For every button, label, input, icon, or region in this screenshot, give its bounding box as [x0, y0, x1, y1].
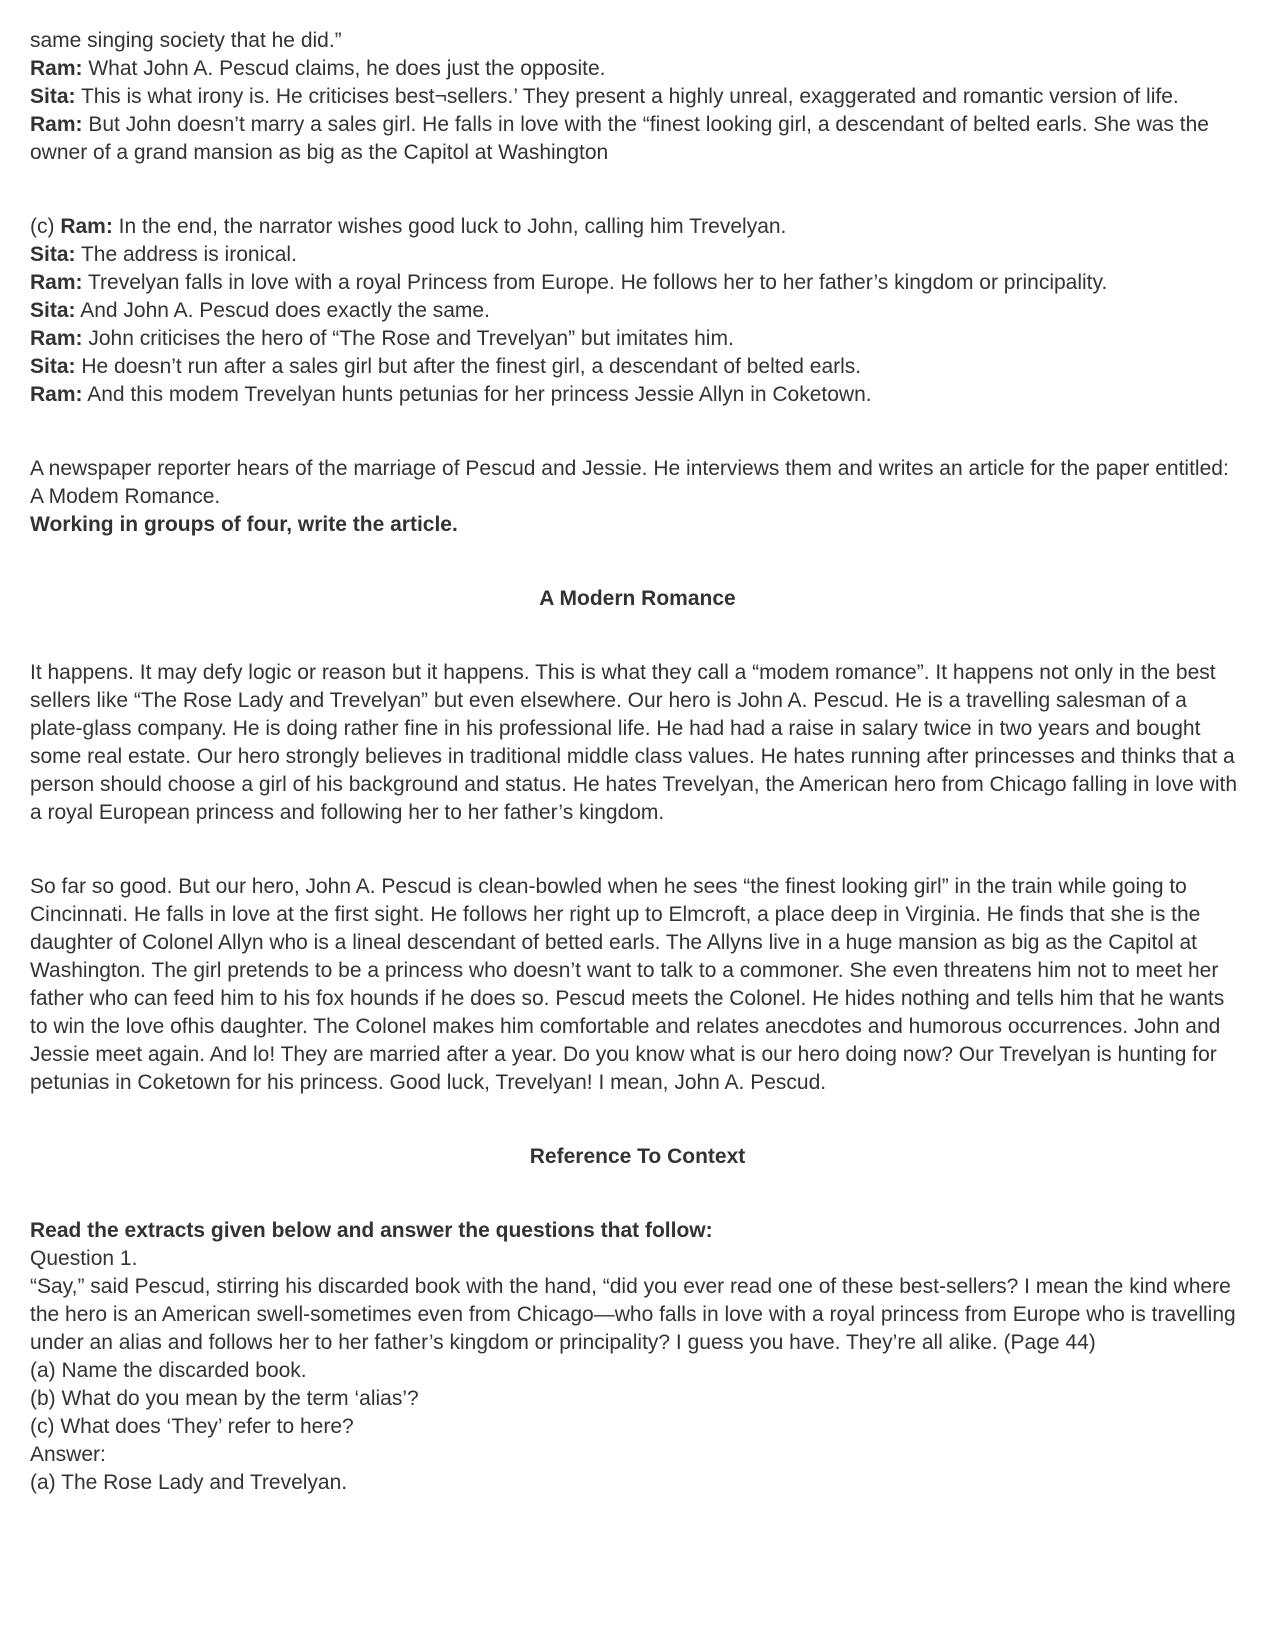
text-run: And John A. Pescud does exactly the same. — [75, 299, 490, 322]
text-run: He doesn’t run after a sales girl but after the finest girl, a descendant of belted earls. — [75, 355, 862, 378]
bold-text: Sita: — [30, 85, 76, 108]
text-run: (c) What does ‘They’ refer to here? — [30, 1415, 354, 1438]
text-run: (a) Name the discarded book. — [30, 1359, 307, 1382]
bold-text: Ram: — [30, 271, 83, 294]
paragraph — [30, 213, 1245, 241]
bold-text: Ram: — [60, 215, 113, 238]
text-run: But John doesn’t marry a sales girl. He falls in love with the “finest looking girl, a descendant of belted earls. She was the owner of a grand mansion as big as the Capitol at Washington — [30, 113, 1209, 164]
paragraph — [30, 297, 1245, 325]
text-run: “Say,” said Pescud, stirring his discarded book with the hand, “did you ever read one of these best-sellers? I mean the kind where the hero is an American swell-sometimes even from Chicago—who falls in love with a royal princess from Europe who is travelling under an alias and follows her to her father’s kingdom or principality? I guess you have. They’re all alike. (Page 44) — [30, 1275, 1236, 1354]
paragraph — [30, 1469, 1245, 1497]
paragraph — [30, 1413, 1245, 1441]
text-run: This is what irony is. He criticises best¬sellers.’ They present a highly unreal, exaggerated and romantic version of life. — [75, 85, 1179, 108]
text-run: Answer: — [30, 1443, 106, 1466]
text-run: (b) What do you mean by the term ‘alias’? — [30, 1387, 419, 1410]
bold-text: Sita: — [30, 299, 76, 322]
paragraph — [30, 1385, 1245, 1413]
bold-text: Sita: — [30, 243, 76, 266]
paragraph — [30, 455, 1245, 511]
bold-text: Read the extracts given below and answer the questions that follow: — [30, 1219, 713, 1242]
paragraph — [30, 1357, 1245, 1385]
document-body — [30, 27, 1245, 1497]
bold-text: Ram: — [30, 383, 83, 406]
text-run: What John A. Pescud claims, he does just the opposite. — [82, 57, 606, 80]
text-run: A newspaper reporter hears of the marriage of Pescud and Jessie. He interviews them and writes an article for the paper entitled: A Modem Romance. — [30, 457, 1229, 508]
text-run: Question 1. — [30, 1247, 138, 1270]
paragraph — [30, 111, 1245, 167]
paragraph — [30, 269, 1245, 297]
paragraph — [30, 27, 1245, 55]
paragraph — [30, 353, 1245, 381]
text-run: The address is ironical. — [75, 243, 297, 266]
bold-text: Ram: — [30, 57, 83, 80]
text-run: same singing society that he did.” — [30, 29, 342, 52]
text-run: John criticises the hero of “The Rose and Trevelyan” but imitates him. — [82, 327, 734, 350]
paragraph — [30, 83, 1245, 111]
bold-text: Reference To Context — [529, 1145, 746, 1168]
bold-text: Ram: — [30, 327, 83, 350]
section-heading — [30, 1143, 1245, 1171]
paragraph — [30, 873, 1245, 1097]
paragraph — [30, 1245, 1245, 1273]
paragraph — [30, 659, 1245, 827]
section-heading — [30, 585, 1245, 613]
bold-text: Ram: — [30, 113, 83, 136]
text-run: In the end, the narrator wishes good luck to John, calling him Trevelyan. — [112, 215, 787, 238]
bold-text: A Modern Romance — [539, 587, 736, 610]
text-run: So far so good. But our hero, John A. Pescud is clean-bowled when he sees “the finest looking girl” in the train while going to Cincinnati. He falls in love at the first sight. He follows her right up to Elmcroft, a place deep in Virginia. He finds that she is the daughter of Colonel Allyn who is a lineal descendant of betted earls. The Allyns live in a huge mansion as big as the Capitol at Washington. The girl pretends to be a princess who doesn’t want to talk to a commoner. She even threatens him not to meet her father who can feed him to his fox hounds if he does so. Pescud meets the Colonel. He hides nothing and tells him that he wants to win the love ofhis daughter. The Colonel makes him comfortable and relates anecdotes and humorous occurrences. John and Jessie meet again. And lo! They are married after a year. Do you know what is our hero doing now? Our Trevelyan is hunting for petunias in Coketown for his princess. Good luck, Trevelyan! I mean, John A. Pescud. — [30, 875, 1225, 1094]
paragraph — [30, 325, 1245, 353]
text-run: (c) — [30, 215, 61, 238]
text-run: And this modem Trevelyan hunts petunias for her princess Jessie Allyn in Coketown. — [82, 383, 872, 406]
paragraph — [30, 511, 1245, 539]
paragraph — [30, 1217, 1245, 1245]
paragraph — [30, 1441, 1245, 1469]
paragraph — [30, 241, 1245, 269]
bold-text: Working in groups of four, write the article. — [30, 513, 458, 536]
paragraph — [30, 1273, 1245, 1357]
paragraph — [30, 381, 1245, 409]
text-run: Trevelyan falls in love with a royal Princess from Europe. He follows her to her father’s kingdom or principality. — [82, 271, 1108, 294]
text-run: It happens. It may defy logic or reason but it happens. This is what they call a “modem romance”. It happens not only in the best sellers like “The Rose Lady and Trevelyan” but even elsewhere. Our hero is John A. Pescud. He is a travelling salesman of a plate-glass company. He is doing rather fine in his professional life. He had had a raise in salary twice in two years and bought some real estate. Our hero strongly believes in traditional middle class values. He hates running after princesses and thinks that a person should choose a girl of his background and status. He hates Trevelyan, the American hero from Chicago falling in love with a royal European princess and following her to her father’s kingdom. — [30, 661, 1238, 824]
text-run: (a) The Rose Lady and Trevelyan. — [30, 1471, 348, 1494]
paragraph — [30, 55, 1245, 83]
bold-text: Sita: — [30, 355, 76, 378]
